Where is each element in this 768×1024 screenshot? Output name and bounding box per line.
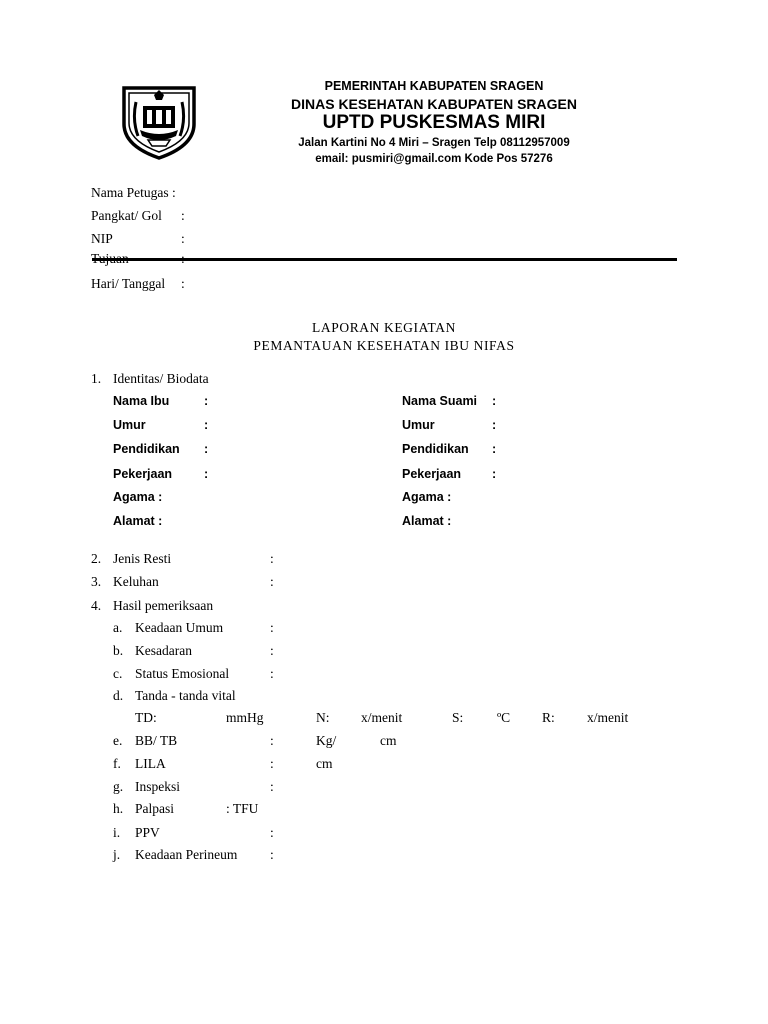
husband-field-colon: : (492, 418, 497, 432)
vital-n-unit: x/menit (361, 710, 403, 725)
exam-item-colon: : (270, 620, 274, 635)
mother-field-colon: : (204, 467, 209, 481)
vital-n-label: N: (316, 710, 330, 725)
husband-field-label: Nama Suami (402, 394, 478, 408)
item-number: 2. (91, 551, 102, 566)
report-subtitle: PEMANTAUAN KESEHATAN IBU NIFAS (253, 338, 515, 353)
mother-field-label: Pendidikan (113, 442, 180, 456)
husband-field-label: Pekerjaan (402, 467, 462, 481)
husband-field-label: Agama : (402, 490, 452, 504)
officer-nip-colon: : (181, 231, 185, 246)
exam-item-colon: : (270, 756, 274, 771)
header-government: PEMERINTAH KABUPATEN SRAGEN (324, 79, 544, 93)
bbtb-kg-unit: Kg/ (316, 733, 337, 748)
exam-item-label: BB/ TB (135, 733, 178, 748)
exam-item-colon: : (270, 666, 274, 681)
vital-td-label: TD: (135, 710, 157, 725)
officer-rank-colon: : (181, 208, 185, 223)
exam-item-letter: b. (113, 643, 124, 658)
vital-s-unit: ºC (497, 710, 511, 725)
exam-item-label: LILA (135, 756, 166, 771)
vital-r-unit: x/menit (587, 710, 629, 725)
vital-td-unit: mmHg (226, 710, 264, 725)
husband-field-label: Umur (402, 418, 435, 432)
exam-item-colon: : (270, 643, 274, 658)
exam-item-colon: : (270, 733, 274, 748)
header-department: DINAS KESEHATAN KABUPATEN SRAGEN (291, 96, 577, 112)
exam-item-letter: a. (113, 620, 123, 635)
header-institution: UPTD PUSKESMAS MIRI (322, 112, 546, 133)
item-label: Jenis Resti (113, 551, 172, 566)
exam-item-label: Tanda - tanda vital (135, 688, 236, 703)
mother-field-label: Nama Ibu (113, 394, 170, 408)
officer-name-label: Nama Petugas : (91, 185, 176, 200)
exam-item-label: Kesadaran (135, 643, 192, 658)
item-colon: : (270, 551, 274, 566)
mother-field-label: Agama : (113, 490, 163, 504)
report-title: LAPORAN KEGIATAN (312, 320, 456, 335)
exam-item-colon: : (270, 779, 274, 794)
section-1-label: Identitas/ Biodata (113, 371, 209, 386)
exam-item-colon: : (270, 847, 274, 862)
husband-field-colon: : (492, 394, 497, 408)
officer-rank-label: Pangkat/ Gol (91, 208, 162, 223)
section-1-number: 1. (91, 371, 102, 386)
header-contact: email: pusmiri@gmail.com Kode Pos 57276 (315, 153, 553, 165)
exam-item-extra: : TFU (226, 801, 259, 816)
item-colon: : (270, 574, 274, 589)
exam-item-letter: f. (113, 756, 121, 771)
exam-item-letter: j. (113, 847, 121, 862)
husband-field-colon: : (492, 467, 497, 481)
mother-field-label: Alamat : (113, 514, 163, 528)
exam-item-label: PPV (135, 825, 160, 840)
exam-item-letter: c. (113, 666, 123, 681)
officer-date-colon: : (181, 276, 185, 291)
exam-item-label: Palpasi (135, 801, 174, 816)
header-divider (92, 258, 677, 261)
bbtb-cm-unit: cm (380, 733, 397, 748)
husband-field-label: Pendidikan (402, 442, 469, 456)
header-address: Jalan Kartini No 4 Miri – Sragen Telp 08112957009 (298, 137, 570, 149)
vital-s-label: S: (452, 710, 464, 725)
husband-field-label: Alamat : (402, 514, 452, 528)
item-number: 4. (91, 598, 102, 613)
exam-item-letter: d. (113, 688, 124, 703)
item-label: Keluhan (113, 574, 159, 589)
item-label: Hasil pemeriksaan (113, 598, 214, 613)
mother-field-colon: : (204, 394, 209, 408)
mother-field-label: Umur (113, 418, 146, 432)
officer-date-label: Hari/ Tanggal (91, 276, 166, 291)
mother-field-label: Pekerjaan (113, 467, 173, 481)
item-number: 3. (91, 574, 102, 589)
exam-item-label: Status Emosional (135, 666, 230, 681)
husband-field-colon: : (492, 442, 497, 456)
exam-item-label: Keadaan Perineum (135, 847, 238, 862)
exam-item-letter: i. (113, 825, 121, 840)
vital-r-label: R: (542, 710, 555, 725)
exam-item-letter: e. (113, 733, 123, 748)
exam-item-colon: : (270, 825, 274, 840)
mother-field-colon: : (204, 442, 209, 456)
officer-nip-label: NIP (91, 231, 113, 246)
lila-cm-unit: cm (316, 756, 333, 771)
exam-item-label: Inspeksi (135, 779, 180, 794)
exam-item-letter: h. (113, 801, 124, 816)
mother-field-colon: : (204, 418, 209, 432)
sragen-coat-of-arms-icon (118, 80, 200, 162)
exam-item-letter: g. (113, 779, 124, 794)
exam-item-label: Keadaan Umum (135, 620, 224, 635)
